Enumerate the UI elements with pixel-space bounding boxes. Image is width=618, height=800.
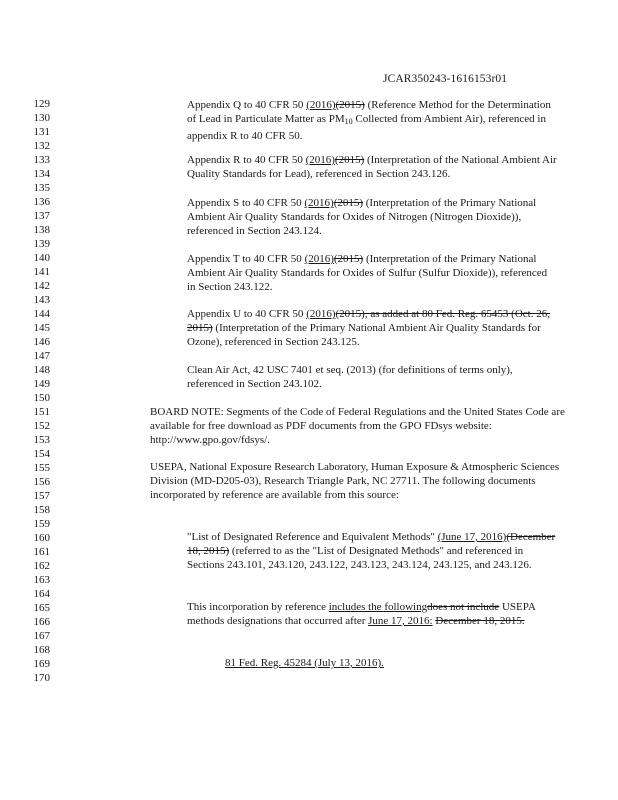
line-number: 170 <box>33 672 50 684</box>
line-number: 132 <box>33 140 50 152</box>
line-number: 156 <box>33 476 50 488</box>
line-number: 145 <box>33 322 50 334</box>
entry-appendix-q: Appendix Q to 40 CFR 50 (2016)(2015) (Reference Method for the Determination of Lead in Particulate Matter as $PM_{10}$ Collected from Ambient Air), referenced in appendix R to 40 CFR 50. <box>187 99 551 142</box>
line-number: 158 <box>33 504 50 516</box>
line-number: 129 <box>33 98 50 110</box>
line-number: 157 <box>33 490 50 502</box>
inserted-text: (2016) <box>306 99 336 111</box>
line-number: 153 <box>33 434 50 446</box>
deleted-text: (2015) <box>335 99 365 111</box>
line-number: 130 <box>33 112 50 124</box>
line-number: 169 <box>33 658 50 670</box>
line-number: 155 <box>33 462 50 474</box>
line-number: 166 <box>33 616 50 628</box>
line-number: 136 <box>33 196 50 208</box>
federal-register-citation: 81 Fed. Reg. 45284 (July 13, 2016). <box>225 657 384 669</box>
line-number: 164 <box>33 588 50 600</box>
line-number: 135 <box>33 182 50 194</box>
deleted-text: December 18, 2015. <box>435 615 525 627</box>
line-number: 165 <box>33 602 50 614</box>
inserted-text: includes the following <box>328 601 428 613</box>
line-number: 159 <box>33 518 50 530</box>
line-number: 154 <box>33 448 50 460</box>
deleted-text: (2015), as added at 80 Fed. Reg. 65453 (Oct. 26, 2015) <box>187 308 550 334</box>
entry-clean-air-act: Clean Air Act, 42 USC 7401 et seq. (2013) (for definitions of terms only), referenced in Section 243.102. <box>187 364 513 390</box>
deleted-text: (2015) <box>333 253 364 265</box>
line-number: 134 <box>33 168 50 180</box>
line-number: 142 <box>33 280 50 292</box>
inserted-text: (2016) <box>304 197 334 209</box>
line-number: 144 <box>33 308 50 320</box>
incorporation-note: This incorporation by reference includes the followingdoes not include USEPA methods designations that occurred after June 17, 2016: December 18, 2015. <box>187 601 536 627</box>
document-id: JCAR350243-1616153r01 <box>383 73 508 85</box>
line-number: 162 <box>33 560 50 572</box>
line-number: 152 <box>33 420 50 432</box>
line-number: 150 <box>33 392 50 404</box>
line-number: 131 <box>33 126 50 138</box>
entry-appendix-t: Appendix T to 40 CFR 50 (2016)(2015) (Interpretation of the Primary National Ambient Air Quality Standards for Oxides of Sulfur (Sulfur Dioxide)), referenced in Section 243.122. <box>187 253 548 293</box>
line-number: 141 <box>33 266 50 278</box>
entry-appendix-r: Appendix R to 40 CFR 50 (2016)(2015) (Interpretation of the National Ambient Air Quality Standards for Lead), referenced in Section 243.126. <box>187 154 557 180</box>
inserted-text: (2016) <box>306 308 336 320</box>
line-number: 149 <box>33 378 50 390</box>
deleted-text: (2015) <box>333 197 364 209</box>
line-number: 138 <box>33 224 50 236</box>
board-note: BOARD NOTE: Segments of the Code of Federal Regulations and the United States Code are available for free download as PDF documents from the GPO FDsys website: http://www.gpo.gov/fdsys/. <box>150 406 565 446</box>
inserted-text: (2016) <box>305 154 335 166</box>
inserted-text: (June 17, 2016) <box>437 531 507 543</box>
usepa-source: USEPA, National Exposure Research Laboratory, Human Exposure & Atmospheric Sciences Division (MD-D205-03), Research Triangle Park, NC 27711. The following documents incorporated by reference are available from this source: <box>150 461 560 501</box>
line-number: 148 <box>33 364 50 376</box>
line-number: 139 <box>33 238 50 250</box>
deleted-text: does not include <box>427 601 500 613</box>
deleted-text: (December 18, 2015) <box>187 531 556 557</box>
line-number: 151 <box>33 406 50 418</box>
line-number: 143 <box>33 294 50 306</box>
inserted-text: June 17, 2016: <box>368 615 433 627</box>
line-number: 161 <box>33 546 50 558</box>
line-number: 146 <box>33 336 50 348</box>
line-number: 147 <box>33 350 50 362</box>
line-number: 133 <box>33 154 50 166</box>
line-number: 140 <box>33 252 50 264</box>
deleted-text: (2015) <box>334 154 365 166</box>
line-number: 168 <box>33 644 50 656</box>
line-number: 163 <box>33 574 50 586</box>
line-number: 137 <box>33 210 50 222</box>
entry-appendix-u: Appendix U to 40 CFR 50 (2016)(2015), as added at 80 Fed. Reg. 65453 (Oct. 26, 2015) (Interpretation of the Primary National Ambient Air Quality Standards for Ozone), referenced in Section 243.125. <box>187 308 550 348</box>
list-designated-methods: "List of Designated Reference and Equivalent Methods" (June 17, 2016)(December 18, 2015) (referred to as the "List of Designated Methods" and referenced in Sections 243.101, 243.120, 243.122, 243.123, 243.124, 243.125, and 243.126. <box>187 531 556 571</box>
inserted-text: (2016) <box>304 253 334 265</box>
line-number: 160 <box>33 532 50 544</box>
entry-appendix-s: Appendix S to 40 CFR 50 (2016)(2015) (Interpretation of the Primary National Ambient Air Quality Standards for Oxides of Nitrogen (Nitrogen Dioxide)), referenced in Section 243.124. <box>187 197 537 237</box>
line-number: 167 <box>33 630 50 642</box>
